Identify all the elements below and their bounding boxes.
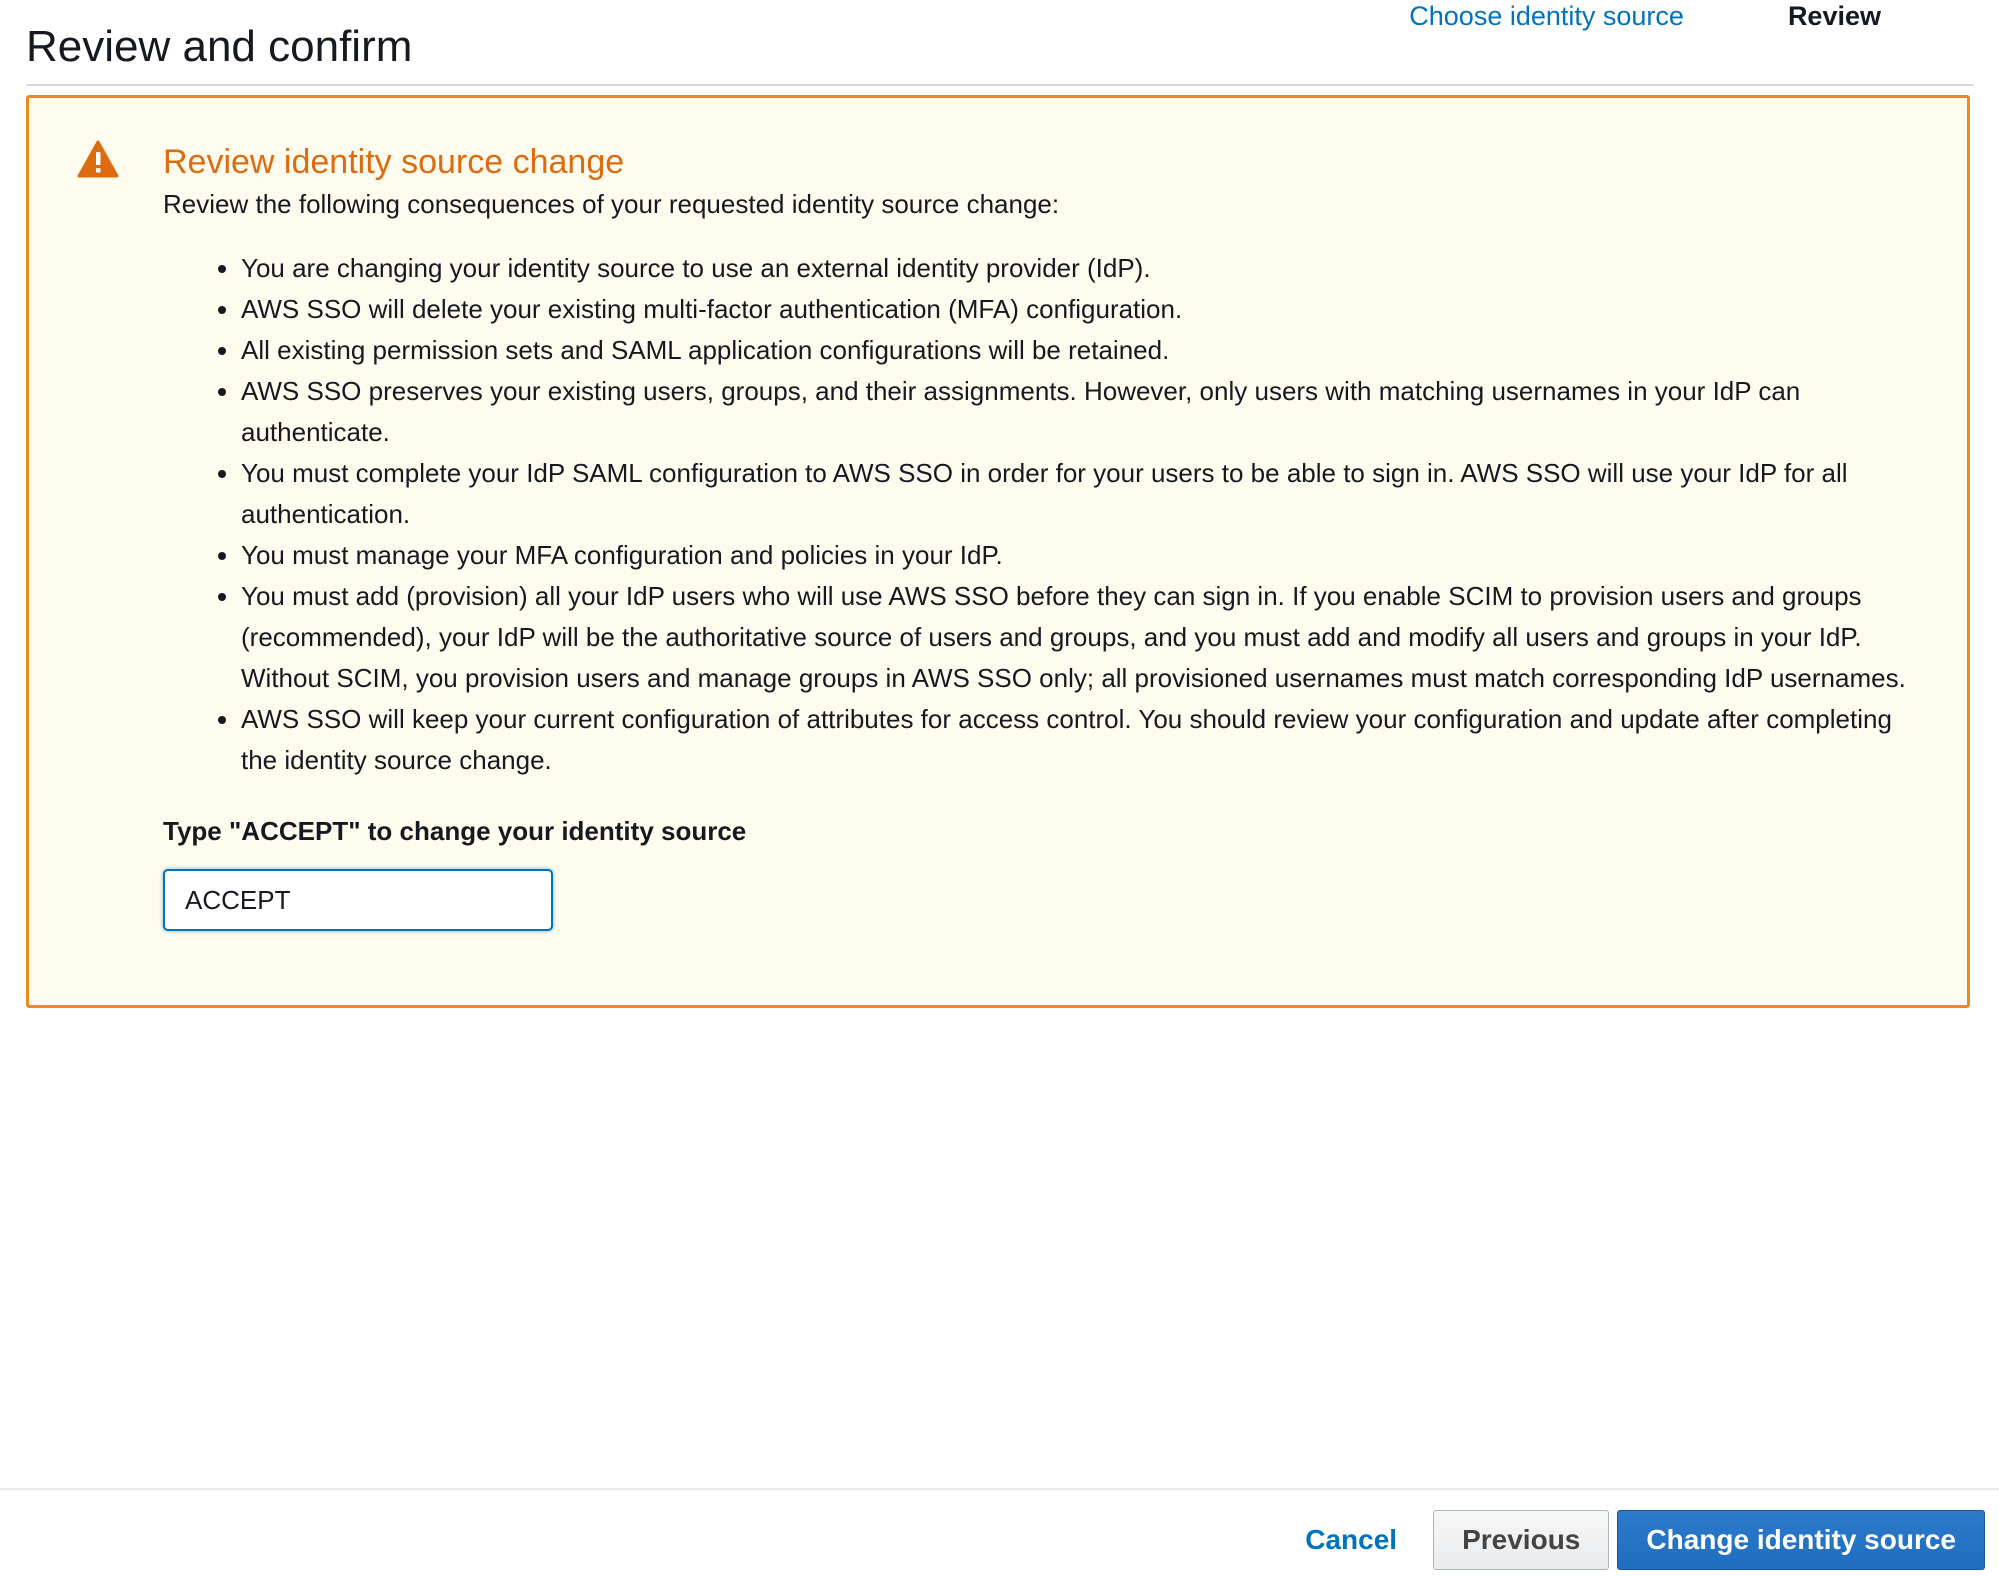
alert-body (163, 140, 1919, 931)
footer-actions (1305, 1510, 1985, 1570)
cancel-button[interactable]: Cancel (1305, 1524, 1398, 1555)
list-item: • All existing permission sets and SAML application configurations will be retained. (241, 330, 1919, 371)
change-identity-source-button[interactable]: Change identity source (1617, 1510, 1985, 1570)
list-item: • AWS SSO preserves your existing users, groups, and their assignments. However, only users with matching usernames in your IdP can authenticate. (241, 371, 1919, 453)
alert-title: Review identity source change (163, 143, 625, 181)
list-item: • You must add (provision) all your IdP users who will use AWS SSO before they can sign in. If you enable SCIM to provision users and groups (recommended), your IdP will be the authoritative source of users and groups, and you must add and modify all users and groups in your IdP. Without SCIM, you provision users and manage groups in AWS SSO only; all provisioned usernames must match corresponding IdP usernames. (241, 576, 1919, 699)
alert-intro: Review the following consequences of your requested identity source change: (163, 189, 1060, 219)
accept-confirmation-input[interactable] (163, 869, 553, 931)
warning-icon (77, 140, 119, 178)
list-item: • AWS SSO will delete your existing multi-factor authentication (MFA) configuration. (241, 289, 1919, 330)
wizard-steps (1409, 0, 1881, 32)
page-title: Review and confirm (26, 22, 413, 71)
previous-button[interactable]: Previous (1433, 1510, 1609, 1570)
list-item: • You must manage your MFA configuration and policies in your IdP. (241, 535, 1919, 576)
footer-divider (0, 1488, 1999, 1490)
title-divider (26, 84, 1974, 86)
step-review: Review (1787, 0, 1881, 31)
list-item: • AWS SSO will keep your current configuration of attributes for access control. You should review your configuration and update after completing the identity source change. (241, 699, 1919, 781)
list-item: • You must complete your IdP SAML configuration to AWS SSO in order for your users to be able to sign in. AWS SSO will use your IdP for all authentication. (241, 453, 1919, 535)
step-choose-identity-source[interactable]: Choose identity source (1409, 0, 1684, 31)
confirm-label: Type "ACCEPT" to change your identity source (163, 816, 747, 846)
warning-alert (26, 95, 1970, 1008)
list-item: • You are changing your identity source to use an external identity provider (IdP). (241, 248, 1919, 289)
consequences-list (163, 248, 1919, 781)
